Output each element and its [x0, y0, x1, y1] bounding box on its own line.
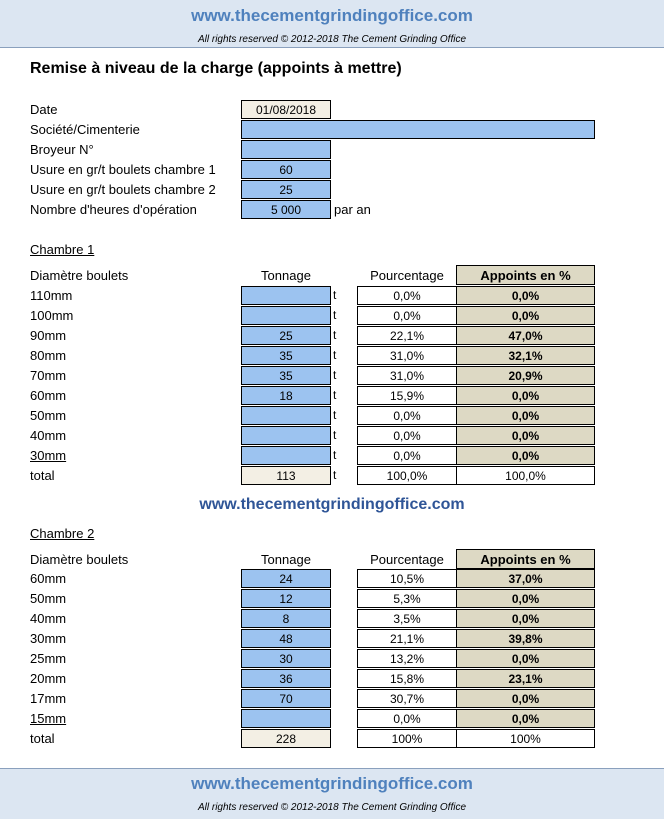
chamber1-appoint-cell: 0,0% [456, 306, 595, 325]
chamber2-appoint-cell: 37,0% [456, 569, 595, 588]
chamber1-size-label: 90mm [30, 328, 67, 343]
chamber1-appoint-cell: 0,0% [456, 406, 595, 425]
chamber2-total-appoint: 100% [456, 729, 595, 748]
header-site-link[interactable]: www.thecementgrindingoffice.com [191, 6, 473, 25]
chamber1-col-percent: Pourcentage [370, 268, 444, 283]
chamber1-appoint-cell: 0,0% [456, 286, 595, 305]
wear2-field[interactable]: 25 [241, 180, 331, 199]
chamber2-appoint-cell: 0,0% [456, 689, 595, 708]
chamber1-unit: t [333, 448, 337, 462]
chamber1-total-appoint: 100,0% [456, 466, 595, 485]
chamber1-percent-cell: 0,0% [357, 426, 457, 445]
chamber2-appoint-cell: 23,1% [456, 669, 595, 688]
chamber1-unit: t [333, 468, 337, 482]
chamber2-appoint-cell: 0,0% [456, 609, 595, 628]
chamber2-size-label: 60mm [30, 571, 67, 586]
wear1-label: Usure en gr/t boulets chambre 1 [30, 162, 216, 177]
chamber1-tonnage-field[interactable]: 35 [241, 366, 331, 385]
chamber1-size-label: 60mm [30, 388, 67, 403]
chamber1-total-percent: 100,0% [357, 466, 457, 485]
chamber1-size-label: 30mm [30, 448, 67, 463]
date-label: Date [30, 102, 58, 117]
chamber2-tonnage-field[interactable]: 30 [241, 649, 331, 668]
mill-field[interactable] [241, 140, 331, 159]
chamber1-total-label: total [30, 468, 55, 483]
chamber1-size-label: 70mm [30, 368, 67, 383]
chamber2-percent-cell: 5,3% [357, 589, 457, 608]
chamber1-unit: t [333, 288, 337, 302]
chamber2-tonnage-field[interactable]: 12 [241, 589, 331, 608]
company-field[interactable] [241, 120, 595, 139]
chamber2-col-percent: Pourcentage [370, 552, 444, 567]
hours-unit: par an [334, 202, 371, 217]
chamber2-percent-cell: 21,1% [357, 629, 457, 648]
chamber2-percent-cell: 15,8% [357, 669, 457, 688]
chamber2-percent-cell: 0,0% [357, 709, 457, 728]
chamber1-size-label: 80mm [30, 348, 67, 363]
chamber1-percent-cell: 15,9% [357, 386, 457, 405]
chamber1-appoint-cell: 0,0% [456, 426, 595, 445]
chamber2-appoint-cell: 39,8% [456, 629, 595, 648]
chamber2-tonnage-field[interactable]: 8 [241, 609, 331, 628]
chamber1-unit: t [333, 308, 337, 322]
date-field[interactable]: 01/08/2018 [241, 100, 331, 119]
chamber1-unit: t [333, 388, 337, 402]
chamber1-percent-cell: 31,0% [357, 346, 457, 365]
chamber2-appoint-cell: 0,0% [456, 709, 595, 728]
chamber1-percent-cell: 0,0% [357, 446, 457, 465]
chamber1-tonnage-field[interactable] [241, 306, 331, 325]
chamber1-unit: t [333, 348, 337, 362]
chamber1-percent-cell: 31,0% [357, 366, 457, 385]
mid-site-link[interactable]: www.thecementgrindingoffice.com [199, 496, 465, 513]
chamber2-tonnage-field[interactable] [241, 709, 331, 728]
chamber2-percent-cell: 13,2% [357, 649, 457, 668]
chamber1-col-diameter: Diamètre boulets [30, 268, 129, 283]
chamber1-size-label: 40mm [30, 428, 67, 443]
chamber1-col-tonnage: Tonnage [261, 268, 311, 283]
chamber2-title: Chambre 2 [30, 526, 95, 541]
chamber1-tonnage-field[interactable] [241, 426, 331, 445]
chamber1-percent-cell: 0,0% [357, 306, 457, 325]
chamber1-tonnage-field[interactable]: 18 [241, 386, 331, 405]
chamber1-unit: t [333, 368, 337, 382]
wear2-label: Usure en gr/t boulets chambre 2 [30, 182, 216, 197]
chamber1-appoint-cell: 47,0% [456, 326, 595, 345]
chamber2-tonnage-field[interactable]: 36 [241, 669, 331, 688]
chamber1-title: Chambre 1 [30, 242, 95, 257]
header-rights: All rights reserved © 2012-2018 The Cement Grinding Office [197, 34, 467, 45]
chamber2-col-appoints: Appoints en % [456, 549, 595, 569]
mill-label: Broyeur N° [30, 142, 94, 157]
chamber1-size-label: 50mm [30, 408, 67, 423]
chamber1-size-label: 110mm [30, 288, 73, 303]
chamber2-percent-cell: 30,7% [357, 689, 457, 708]
chamber1-appoint-cell: 20,9% [456, 366, 595, 385]
chamber2-col-diameter: Diamètre boulets [30, 552, 129, 567]
chamber1-tonnage-field[interactable] [241, 446, 331, 465]
chamber2-tonnage-field[interactable]: 24 [241, 569, 331, 588]
chamber1-appoint-cell: 0,0% [456, 386, 595, 405]
chamber2-tonnage-field[interactable]: 48 [241, 629, 331, 648]
chamber2-size-label: 17mm [30, 691, 67, 706]
chamber1-tonnage-field[interactable] [241, 406, 331, 425]
chamber1-tonnage-field[interactable] [241, 286, 331, 305]
chamber2-total-percent: 100% [357, 729, 457, 748]
chamber1-unit: t [333, 428, 337, 442]
chamber1-unit: t [333, 328, 337, 342]
chamber2-size-label: 20mm [30, 671, 67, 686]
chamber2-percent-cell: 10,5% [357, 569, 457, 588]
chamber1-col-appoints: Appoints en % [456, 265, 595, 285]
chamber2-col-tonnage: Tonnage [261, 552, 311, 567]
chamber1-appoint-cell: 32,1% [456, 346, 595, 365]
chamber1-total-tonnage: 113 [241, 466, 331, 485]
page-title: Remise à niveau de la charge (appoints à mettre) [30, 60, 402, 77]
footer-rights: All rights reserved © 2012-2018 The Cement Grinding Office [197, 802, 467, 813]
chamber2-percent-cell: 3,5% [357, 609, 457, 628]
hours-field[interactable]: 5 000 [241, 200, 331, 219]
company-label: Société/Cimenterie [30, 122, 140, 137]
chamber2-appoint-cell: 0,0% [456, 649, 595, 668]
chamber2-appoint-cell: 0,0% [456, 589, 595, 608]
chamber1-size-label: 100mm [30, 308, 74, 323]
chamber2-tonnage-field[interactable]: 70 [241, 689, 331, 708]
chamber2-size-label: 25mm [30, 651, 67, 666]
chamber1-tonnage-field[interactable]: 35 [241, 346, 331, 365]
chamber2-total-tonnage: 228 [241, 729, 331, 748]
chamber1-percent-cell: 0,0% [357, 286, 457, 305]
chamber2-total-label: total [30, 731, 55, 746]
hours-label: Nombre d'heures d'opération [30, 202, 197, 217]
chamber1-percent-cell: 22,1% [357, 326, 457, 345]
chamber1-unit: t [333, 408, 337, 422]
chamber1-percent-cell: 0,0% [357, 406, 457, 425]
chamber2-size-label: 40mm [30, 611, 67, 626]
chamber2-size-label: 50mm [30, 591, 67, 606]
chamber2-size-label: 30mm [30, 631, 67, 646]
wear1-field[interactable]: 60 [241, 160, 331, 179]
footer-site-link[interactable]: www.thecementgrindingoffice.com [191, 774, 473, 793]
chamber1-appoint-cell: 0,0% [456, 446, 595, 465]
chamber2-size-label: 15mm [30, 711, 67, 726]
chamber1-tonnage-field[interactable]: 25 [241, 326, 331, 345]
